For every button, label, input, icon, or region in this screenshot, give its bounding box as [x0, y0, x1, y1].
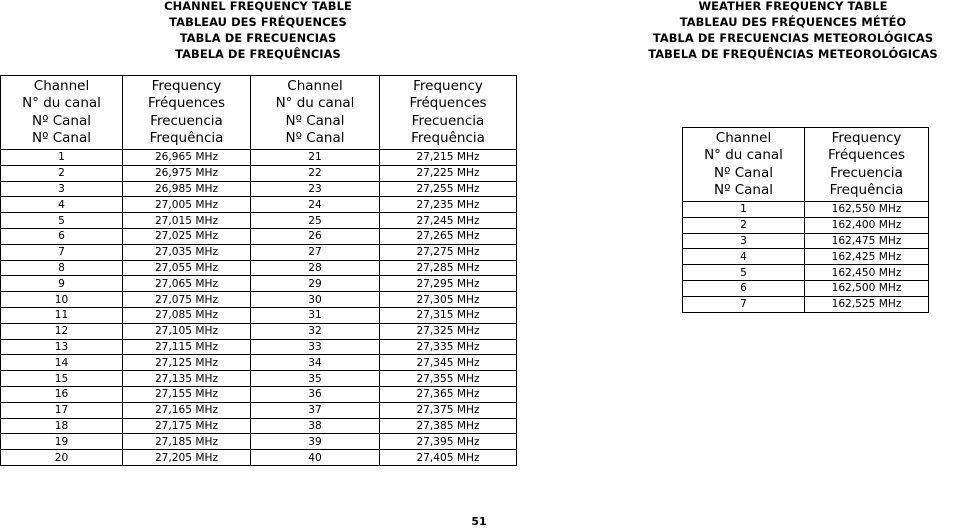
header-line: N° du canal — [22, 95, 101, 112]
header-line: Frequência — [149, 129, 224, 146]
frequency-cell: 27,305 MHz — [380, 292, 517, 308]
table-row — [683, 265, 929, 281]
frequency-column-header — [805, 128, 929, 202]
channel-cell: 25 — [251, 213, 380, 229]
frequency-cell: 27,135 MHz — [123, 371, 251, 387]
header-line: Frecuencia — [411, 112, 485, 129]
header-line: Fréquences — [147, 95, 226, 112]
table-row — [1, 402, 517, 418]
frequency-cell: 27,265 MHz — [380, 228, 517, 244]
header-line: Frecuencia — [830, 164, 903, 181]
table-row — [1, 228, 517, 244]
channel-cell: 2 — [1, 165, 123, 181]
channel-cell: 5 — [683, 265, 805, 281]
channel-cell: 34 — [251, 355, 380, 371]
title-line: TABLEAU DES FRÉQUENCES MÉTÉO — [679, 15, 907, 29]
table-row — [1, 418, 517, 434]
table-row — [683, 249, 929, 265]
frequency-column-header — [380, 76, 517, 150]
frequency-cell: 27,395 MHz — [380, 434, 517, 450]
header-line: Nº Canal — [285, 129, 345, 146]
frequency-cell: 27,125 MHz — [123, 355, 251, 371]
frequency-cell: 162,500 MHz — [805, 280, 929, 296]
frequency-cell: 27,295 MHz — [380, 276, 517, 292]
frequency-cell: 26,975 MHz — [123, 165, 251, 181]
frequency-cell: 162,400 MHz — [805, 217, 929, 233]
frequency-cell: 27,185 MHz — [123, 434, 251, 450]
table-row — [1, 434, 517, 450]
channel-cell: 20 — [1, 450, 123, 466]
frequency-cell: 162,525 MHz — [805, 296, 929, 312]
frequency-cell: 27,075 MHz — [123, 292, 251, 308]
weather-frequency-table — [682, 127, 929, 313]
frequency-cell: 27,345 MHz — [380, 355, 517, 371]
table-row — [1, 307, 517, 323]
table-row — [1, 244, 517, 260]
frequency-cell: 26,985 MHz — [123, 181, 251, 197]
frequency-cell: 27,335 MHz — [380, 339, 517, 355]
frequency-cell: 27,355 MHz — [380, 371, 517, 387]
channel-cell: 13 — [1, 339, 123, 355]
channel-cell: 33 — [251, 339, 380, 355]
table-row — [1, 450, 517, 466]
table-row — [1, 323, 517, 339]
table-row — [1, 371, 517, 387]
channel-cell: 6 — [1, 228, 123, 244]
channel-cell: 32 — [251, 323, 380, 339]
channel-cell: 31 — [251, 307, 380, 323]
channel-column-header — [683, 128, 805, 202]
frequency-cell: 27,205 MHz — [123, 450, 251, 466]
frequency-cell: 27,155 MHz — [123, 386, 251, 402]
frequency-cell: 26,965 MHz — [123, 150, 251, 166]
channel-frequency-title — [0, 0, 516, 62]
channel-cell: 12 — [1, 323, 123, 339]
frequency-cell: 27,165 MHz — [123, 402, 251, 418]
channel-cell: 9 — [1, 276, 123, 292]
frequency-cell: 27,025 MHz — [123, 228, 251, 244]
channel-cell: 17 — [1, 402, 123, 418]
frequency-cell: 27,115 MHz — [123, 339, 251, 355]
title-line: TABLA DE FRECUENCIAS — [179, 31, 337, 45]
frequency-cell: 27,255 MHz — [380, 181, 517, 197]
title-line: TABELA DE FREQUÊNCIAS METEOROLÓGICAS — [648, 47, 938, 61]
channel-cell: 7 — [683, 296, 805, 312]
frequency-cell: 27,365 MHz — [380, 386, 517, 402]
channel-column-header — [1, 76, 123, 150]
channel-cell: 4 — [683, 249, 805, 265]
table-row — [1, 197, 517, 213]
channel-cell: 35 — [251, 371, 380, 387]
table-row — [1, 213, 517, 229]
frequency-cell: 27,235 MHz — [380, 197, 517, 213]
table-header-row — [1, 76, 517, 150]
frequency-cell: 27,275 MHz — [380, 244, 517, 260]
channel-cell: 18 — [1, 418, 123, 434]
header-line: Frecuencia — [150, 112, 223, 129]
channel-cell: 1 — [1, 150, 123, 166]
frequency-cell: 27,055 MHz — [123, 260, 251, 276]
frequency-cell: 27,005 MHz — [123, 197, 251, 213]
frequency-cell: 27,385 MHz — [380, 418, 517, 434]
header-line: Nº Canal — [713, 181, 774, 198]
frequency-cell: 27,225 MHz — [380, 165, 517, 181]
table-header-row — [683, 128, 929, 202]
channel-cell: 19 — [1, 434, 123, 450]
channel-cell: 6 — [683, 280, 805, 296]
channel-cell: 7 — [1, 244, 123, 260]
header-line: Frequência — [411, 129, 485, 146]
channel-cell: 8 — [1, 260, 123, 276]
frequency-column-header — [123, 76, 251, 150]
channel-cell: 39 — [251, 434, 380, 450]
frequency-cell: 162,550 MHz — [805, 202, 929, 218]
table-row — [1, 339, 517, 355]
frequency-cell: 27,375 MHz — [380, 402, 517, 418]
header-line: Frequência — [829, 181, 904, 198]
channel-cell: 4 — [1, 197, 123, 213]
table-row — [683, 280, 929, 296]
channel-cell: 11 — [1, 307, 123, 323]
header-line: Nº Canal — [713, 164, 774, 181]
header-line: Frequency — [831, 130, 902, 147]
table-row — [1, 260, 517, 276]
channel-cell: 38 — [251, 418, 380, 434]
frequency-cell: 27,285 MHz — [380, 260, 517, 276]
table-row — [1, 355, 517, 371]
channel-cell: 21 — [251, 150, 380, 166]
header-line: Nº Canal — [31, 129, 92, 146]
header-line: Nº Canal — [31, 112, 92, 129]
header-line: Fréquences — [827, 147, 906, 164]
header-line: Channel — [287, 78, 343, 95]
channel-cell: 40 — [251, 450, 380, 466]
table-row — [683, 296, 929, 312]
channel-cell: 3 — [1, 181, 123, 197]
channel-column-header — [251, 76, 380, 150]
channel-cell: 14 — [1, 355, 123, 371]
channel-cell: 22 — [251, 165, 380, 181]
frequency-cell: 27,405 MHz — [380, 450, 517, 466]
frequency-cell: 27,105 MHz — [123, 323, 251, 339]
table-row — [683, 202, 929, 218]
title-line: TABLA DE FRECUENCIAS METEOROLÓGICAS — [652, 31, 934, 45]
frequency-cell: 27,325 MHz — [380, 323, 517, 339]
channel-cell: 23 — [251, 181, 380, 197]
table-row — [1, 150, 517, 166]
frequency-cell: 27,315 MHz — [380, 307, 517, 323]
channel-cell: 1 — [683, 202, 805, 218]
table-row — [1, 165, 517, 181]
channel-cell: 30 — [251, 292, 380, 308]
frequency-cell: 27,245 MHz — [380, 213, 517, 229]
channel-cell: 29 — [251, 276, 380, 292]
page-number: 51 — [471, 515, 487, 528]
channel-cell: 2 — [683, 217, 805, 233]
table-row — [1, 276, 517, 292]
frequency-cell: 27,015 MHz — [123, 213, 251, 229]
frequency-cell: 162,475 MHz — [805, 233, 929, 249]
table-row — [1, 292, 517, 308]
header-line: N° du canal — [704, 147, 783, 164]
channel-cell: 27 — [251, 244, 380, 260]
frequency-cell: 27,065 MHz — [123, 276, 251, 292]
table-row — [683, 217, 929, 233]
channel-cell: 3 — [683, 233, 805, 249]
title-line: TABELA DE FREQUÊNCIAS — [175, 47, 341, 61]
frequency-cell: 27,035 MHz — [123, 244, 251, 260]
frequency-cell: 27,215 MHz — [380, 150, 517, 166]
header-line: Fréquences — [409, 95, 487, 112]
header-line: Nº Canal — [285, 112, 345, 129]
channel-cell: 26 — [251, 228, 380, 244]
channel-cell: 37 — [251, 402, 380, 418]
frequency-cell: 27,085 MHz — [123, 307, 251, 323]
channel-cell: 24 — [251, 197, 380, 213]
channel-cell: 16 — [1, 386, 123, 402]
header-line: N° du canal — [275, 95, 355, 112]
frequency-cell: 162,450 MHz — [805, 265, 929, 281]
channel-cell: 15 — [1, 371, 123, 387]
frequency-cell: 162,425 MHz — [805, 249, 929, 265]
weather-frequency-title — [628, 0, 958, 62]
title-line: WEATHER FREQUENCY TABLE — [698, 0, 888, 13]
channel-cell: 28 — [251, 260, 380, 276]
table-row — [1, 386, 517, 402]
table-row — [1, 181, 517, 197]
header-line: Channel — [715, 130, 772, 147]
channel-cell: 10 — [1, 292, 123, 308]
header-line: Frequency — [151, 78, 222, 95]
header-line: Channel — [33, 78, 90, 95]
channel-cell: 5 — [1, 213, 123, 229]
header-line: Frequency — [413, 78, 483, 95]
table-row — [683, 233, 929, 249]
channel-frequency-table — [0, 75, 517, 466]
frequency-cell: 27,175 MHz — [123, 418, 251, 434]
title-line: CHANNEL FREQUENCY TABLE — [164, 0, 352, 13]
channel-cell: 36 — [251, 386, 380, 402]
title-line: TABLEAU DES FRÉQUENCES — [169, 15, 347, 29]
